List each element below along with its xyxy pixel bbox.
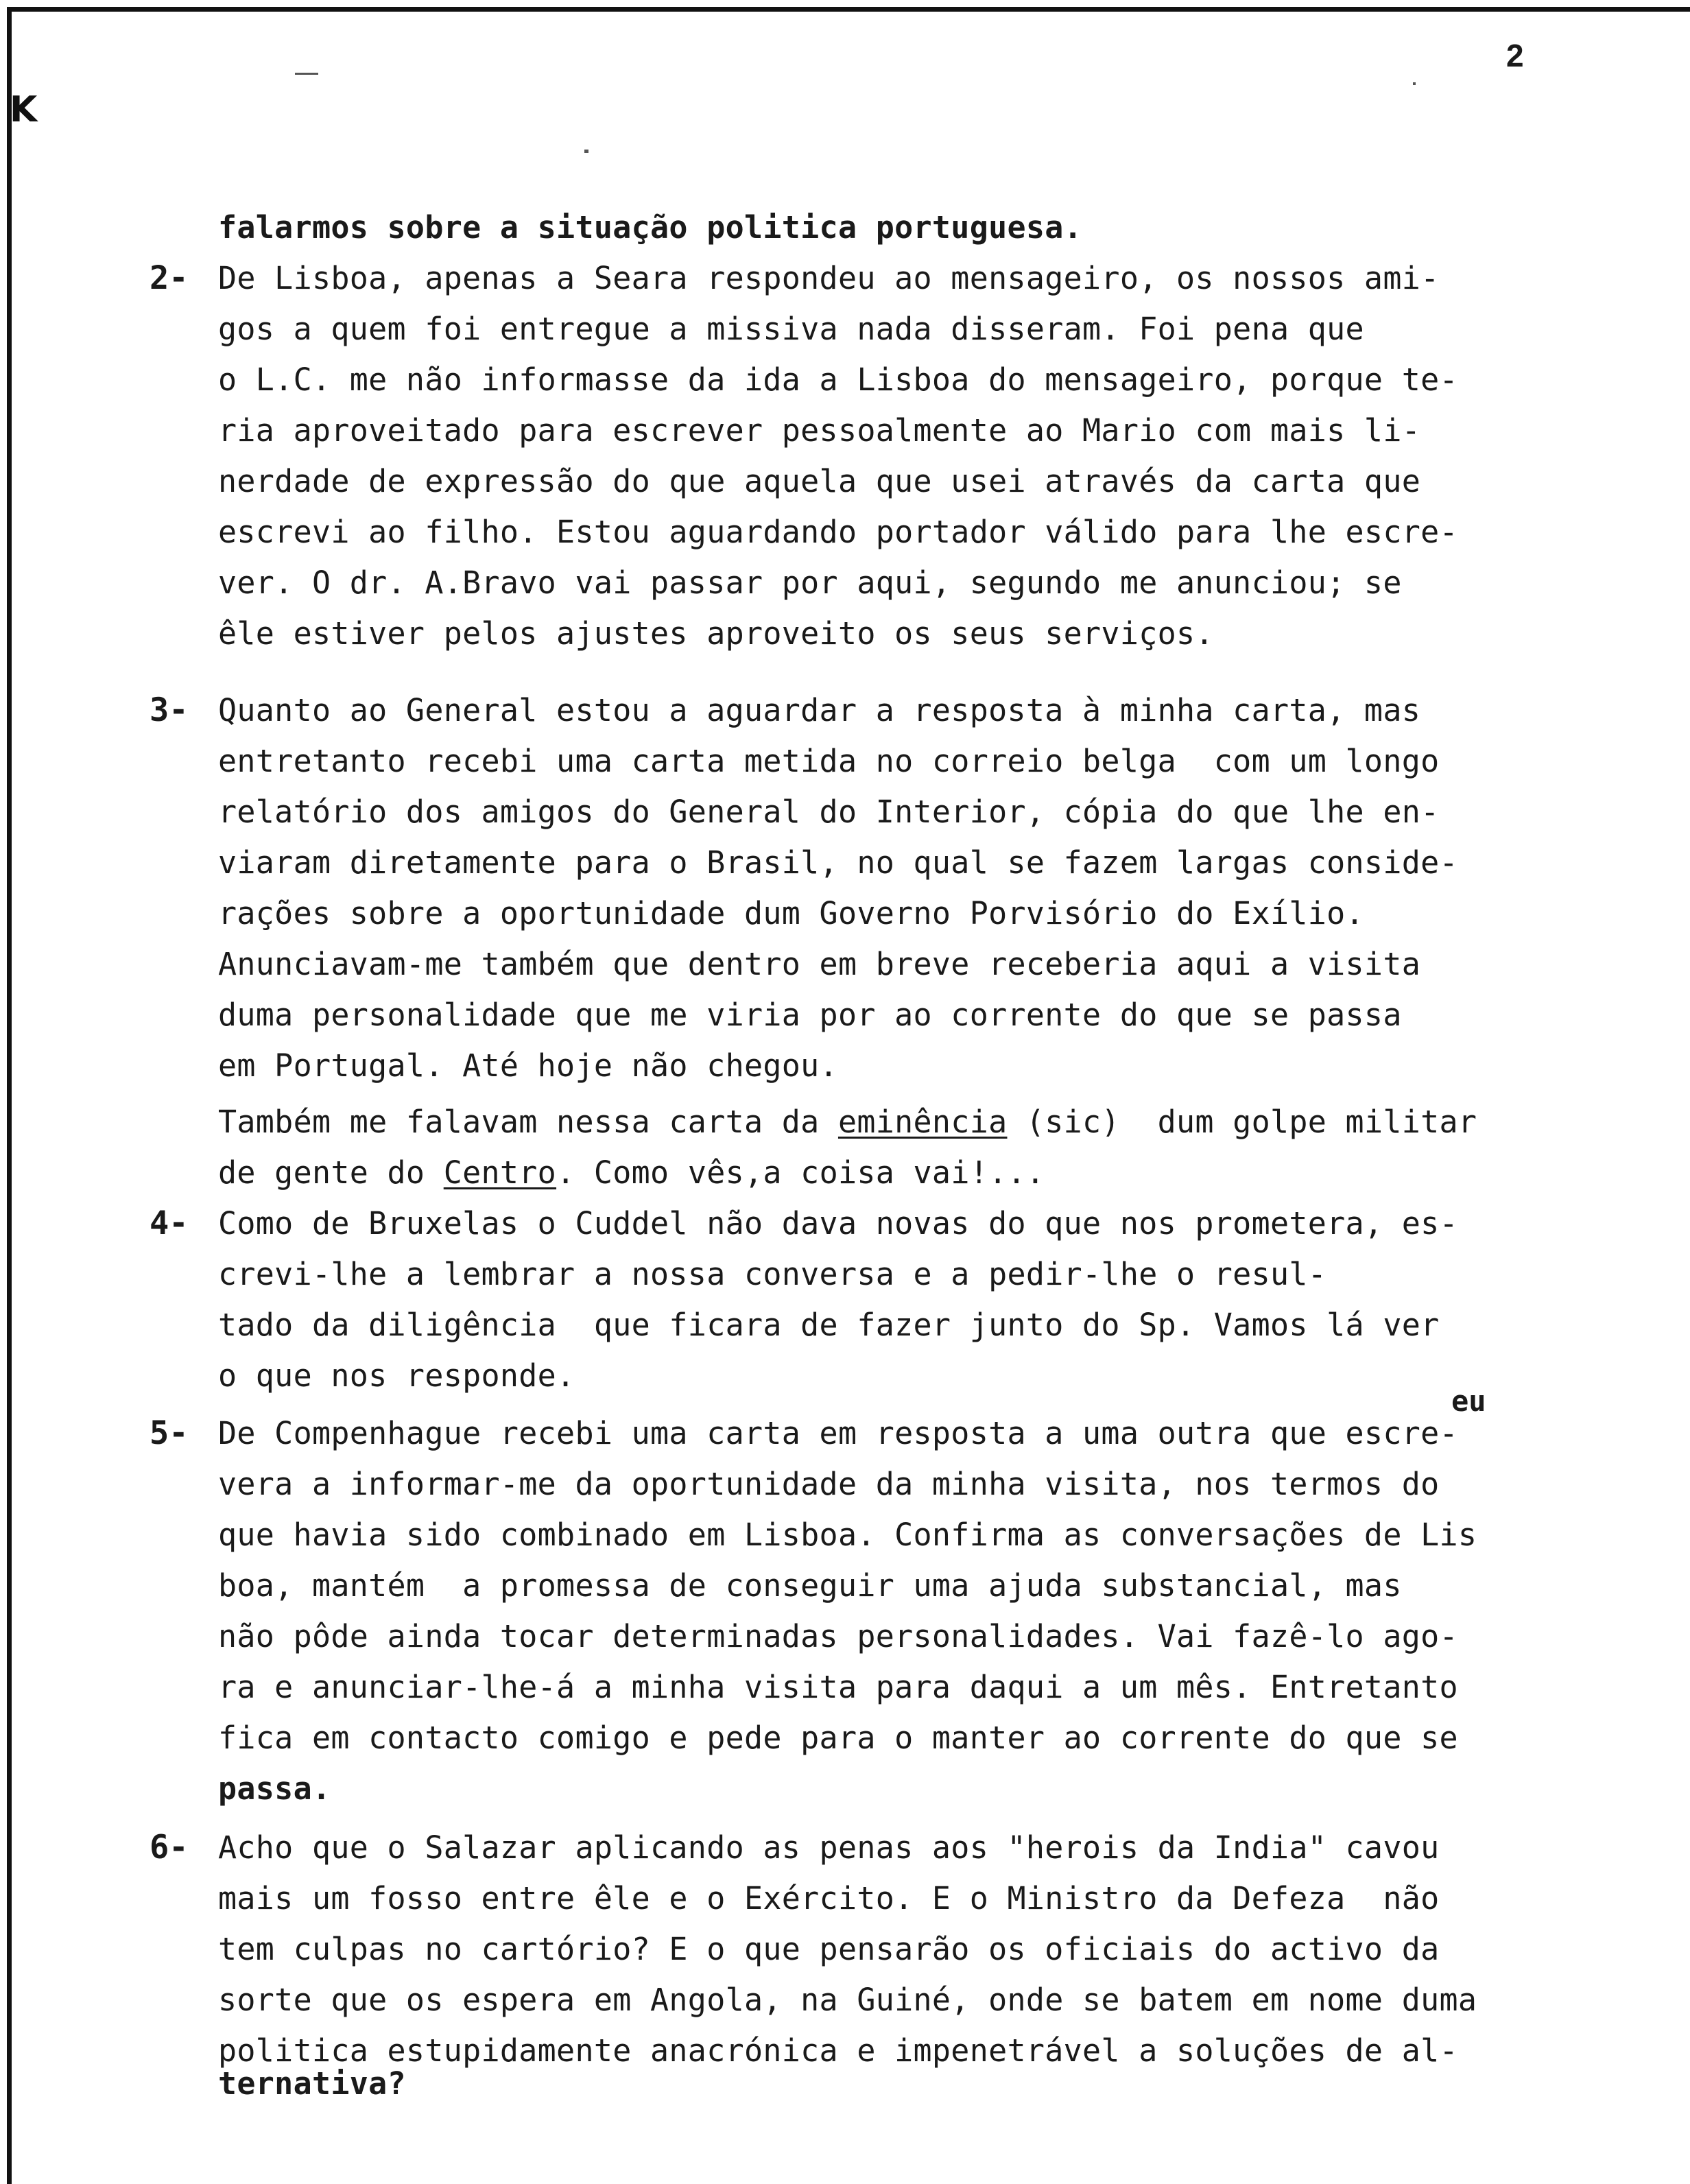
underlined-word: eminência xyxy=(837,1104,1008,1140)
paragraph-line: De Compenhague recebi uma carta em resposta a uma outra que escre- xyxy=(218,1415,1458,1451)
paragraph-line: gos a quem foi entregue a missiva nada disseram. Foi pena que xyxy=(218,311,1364,347)
paragraph-line: tem culpas no cartório? E o que pensarão os oficiais do activo da xyxy=(218,1931,1440,1967)
paragraph-line: boa, mantém a promessa de conseguir uma ajuda substancial, mas xyxy=(218,1567,1402,1604)
paragraph-line: ver. O dr. A.Bravo vai passar por aqui, segundo me anunciou; se xyxy=(218,565,1402,601)
page-number: 2 xyxy=(1506,38,1524,73)
paragraph-line: crevi-lhe a lembrar a nossa conversa e a pedir-lhe o resul- xyxy=(218,1256,1327,1292)
paragraph-line xyxy=(218,1103,1477,1141)
line-text: de gente do xyxy=(218,1154,444,1191)
paragraph-line: nerdade de expressão do que aquela que usei através da carta que xyxy=(218,463,1421,499)
paragraph-line: ternativa? xyxy=(218,2065,406,2102)
paragraph-line: viaram diretamente para o Brasil, no qual se fazem largas conside- xyxy=(218,844,1458,881)
intro-line: falarmos sobre a situação politica portuguesa. xyxy=(218,209,1083,246)
paragraph-line: tado da diligência que ficara de fazer junto do Sp. Vamos lá ver xyxy=(218,1307,1440,1343)
paragraph-line: não pôde ainda tocar determinadas personalidades. Vai fazê-lo ago- xyxy=(218,1618,1458,1654)
line-text: (sic) dum golpe militar xyxy=(1007,1104,1477,1140)
item-number: 4- xyxy=(150,1204,189,1242)
paragraph-line: em Portugal. Até hoje não chegou. xyxy=(218,1047,838,1084)
paragraph-line: fica em contacto comigo e pede para o manter ao corrente do que se xyxy=(218,1720,1458,1756)
paragraph-line: mais um fosso entre êle e o Exército. E o Ministro da Defeza não xyxy=(218,1880,1440,1916)
underlined-word: Centro xyxy=(443,1154,557,1191)
paragraph-line: ria aproveitado para escrever pessoalmente ao Mario com mais li- xyxy=(218,412,1421,449)
paragraph-line: Acho que o Salazar aplicando as penas aos "herois da India" cavou xyxy=(218,1829,1440,1866)
margin-mark: K xyxy=(10,89,38,130)
line-text: . Como vês,a coisa vai!... xyxy=(556,1154,1045,1191)
interlinear-insert: eu xyxy=(1451,1384,1486,1418)
paragraph-line: êle estiver pelos ajustes aproveito os seus serviços. xyxy=(218,615,1214,652)
paragraph-line: ra e anunciar-lhe-á a minha visita para daqui a um mês. Entretanto xyxy=(218,1669,1458,1705)
paragraph-line: politica estupidamente anacrónica e impenetrável a soluções de al- xyxy=(218,2032,1458,2069)
paragraph-line: relatório dos amigos do General do Interior, cópia do que lhe en- xyxy=(218,794,1440,830)
paragraph-line: duma personalidade que me viria por ao corrente do que se passa xyxy=(218,997,1402,1033)
item-number: 5- xyxy=(150,1414,189,1452)
paragraph-line: sorte que os espera em Angola, na Guiné, onde se batem em nome duma xyxy=(218,1982,1477,2018)
paragraph-line: De Lisboa, apenas a Seara respondeu ao mensageiro, os nossos ami- xyxy=(218,260,1440,296)
paragraph-line: Anunciavam-me também que dentro em breve receberia aqui a visita xyxy=(218,946,1421,982)
item-number: 6- xyxy=(150,1829,189,1866)
paragraph-line xyxy=(218,1154,1045,1192)
paragraph-line: Como de Bruxelas o Cuddel não dava novas do que nos prometera, es- xyxy=(218,1205,1458,1242)
paragraph-line: passa. xyxy=(218,1770,331,1807)
paragraph-line: rações sobre a oportunidade dum Governo Porvisório do Exílio. xyxy=(218,895,1364,931)
item-number: 2- xyxy=(150,259,189,297)
paragraph-line: escrevi ao filho. Estou aguardando portador válido para lhe escre- xyxy=(218,514,1458,550)
item-number: 3- xyxy=(150,691,189,729)
paragraph-line: que havia sido combinado em Lisboa. Confirma as conversações de Lis xyxy=(218,1517,1477,1553)
paragraph-line: vera a informar-me da oportunidade da minha visita, nos termos do xyxy=(218,1466,1440,1502)
paragraph-line: o que nos responde. xyxy=(218,1357,575,1394)
paragraph-line: entretanto recebi uma carta metida no correio belga com um longo xyxy=(218,743,1440,779)
paragraph-line: o L.C. me não informasse da ida a Lisboa do mensageiro, porque te- xyxy=(218,361,1458,398)
line-text: Também me falavam nessa carta da xyxy=(218,1104,838,1140)
paragraph-line: Quanto ao General estou a aguardar a resposta à minha carta, mas xyxy=(218,692,1421,728)
